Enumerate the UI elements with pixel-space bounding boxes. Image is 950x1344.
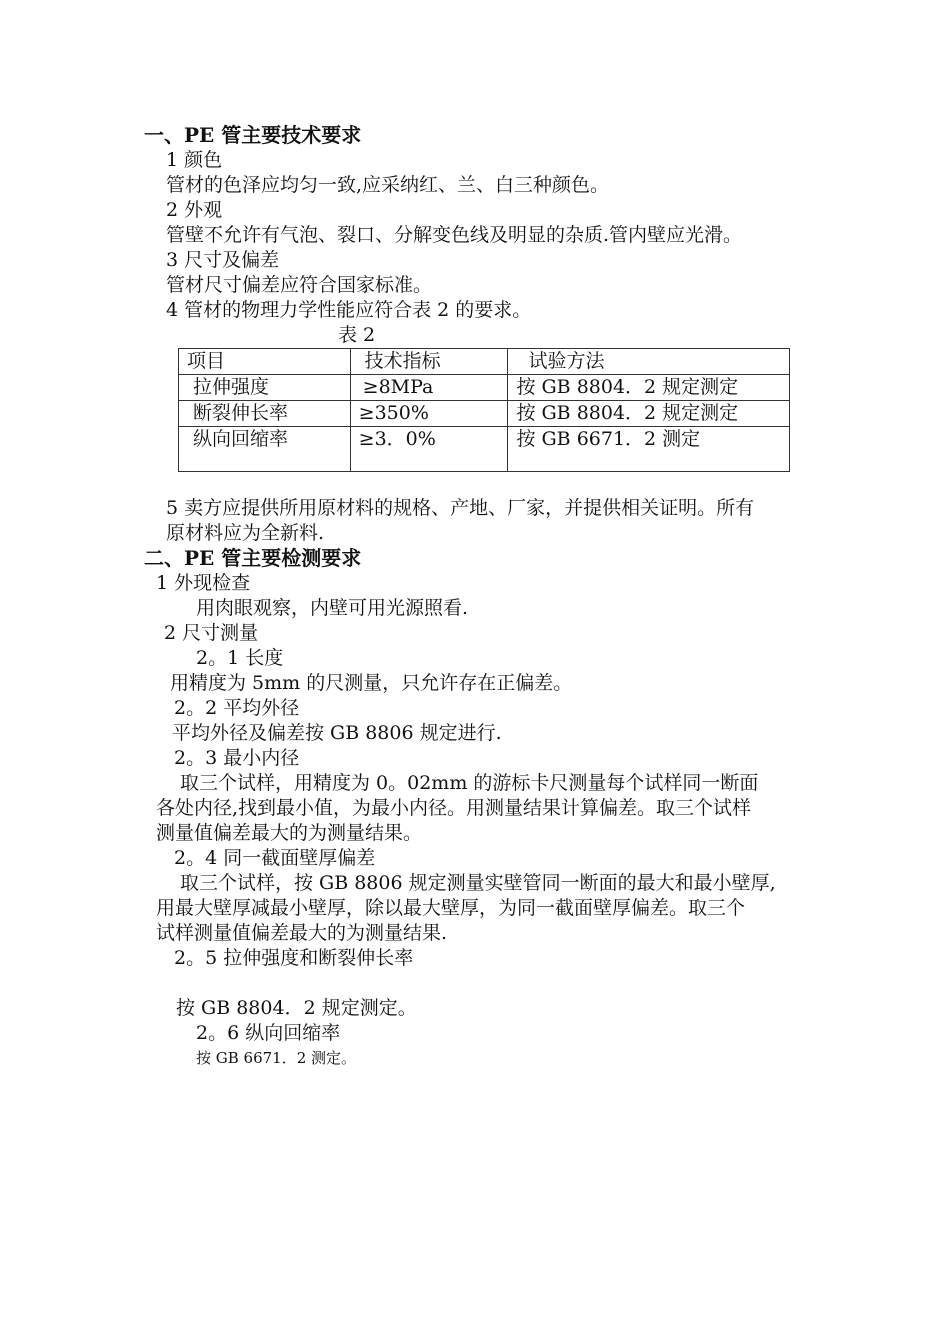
wall-thickness-title: 2。4 同一截面壁厚偏差 bbox=[174, 847, 376, 869]
materials-line-2: 原材料应为全新料. bbox=[166, 522, 325, 544]
header-spec: 技术指标 bbox=[350, 349, 508, 375]
inner-diameter-line-2: 各处内径,找到最小值，为最小内径。用测量结果计算偏差。取三个试样 bbox=[156, 797, 752, 819]
length-title: 2。1 长度 bbox=[196, 647, 284, 669]
wall-thickness-line-2: 用最大壁厚减最小壁厚，除以最大壁厚，为同一截面壁厚偏差。取三个 bbox=[156, 897, 746, 919]
cell-item: 拉伸强度 bbox=[179, 375, 351, 401]
inner-diameter-line-1: 取三个试样，用精度为 0。02mm 的游标卡尺测量每个试样同一断面 bbox=[180, 772, 759, 794]
color-title: 1 颜色 bbox=[166, 149, 223, 171]
dimension-title: 3 尺寸及偏差 bbox=[166, 249, 280, 271]
inner-diameter-line-3: 测量值偏差最大的为测量结果。 bbox=[156, 822, 423, 844]
table-caption: 表 2 bbox=[338, 324, 376, 346]
cell-method: 按 GB 8804．2 规定测定 bbox=[508, 375, 790, 401]
table-row bbox=[179, 427, 790, 472]
appearance-text: 管壁不允许有气泡、裂口、分解变色线及明显的杂质.管内壁应光滑。 bbox=[166, 224, 743, 246]
appearance-title: 2 外观 bbox=[166, 199, 223, 221]
outer-diameter-text: 平均外径及偏差按 GB 8806 规定进行. bbox=[172, 722, 502, 744]
measure-title: 2 尺寸测量 bbox=[164, 622, 259, 644]
table-row bbox=[179, 375, 790, 401]
section-1-heading: 一、PE 管主要技术要求 bbox=[144, 123, 362, 147]
cell-spec: ≥8MPa bbox=[350, 375, 508, 401]
shrinkage-title: 2。6 纵向回缩率 bbox=[196, 1022, 341, 1044]
section-2-heading: 二、PE 管主要检测要求 bbox=[144, 546, 362, 570]
mechanical-title: 4 管材的物理力学性能应符合表 2 的要求。 bbox=[166, 299, 532, 321]
wall-thickness-line-1: 取三个试样，按 GB 8806 规定测量实壁管同一断面的最大和最小壁厚, bbox=[180, 872, 776, 894]
header-item: 项目 bbox=[179, 349, 351, 375]
cell-item: 纵向回缩率 bbox=[179, 427, 351, 472]
cell-method: 按 GB 6671．2 测定 bbox=[508, 427, 790, 472]
tensile-text: 按 GB 8804．2 规定测定。 bbox=[176, 997, 417, 1019]
visual-check-title: 1 外现检查 bbox=[156, 572, 251, 594]
header-method: 试验方法 bbox=[508, 349, 790, 375]
materials-line-1: 5 卖方应提供所用原材料的规格、产地、厂家，并提供相关证明。所有 bbox=[166, 497, 755, 519]
wall-thickness-line-3: 试样测量值偏差最大的为测量结果. bbox=[156, 922, 448, 944]
cell-method: 按 GB 8804．2 规定测定 bbox=[508, 401, 790, 427]
inner-diameter-title: 2。3 最小内径 bbox=[174, 747, 300, 769]
outer-diameter-title: 2。2 平均外径 bbox=[174, 697, 300, 719]
cell-item: 断裂伸长率 bbox=[179, 401, 351, 427]
tensile-title: 2。5 拉伸强度和断裂伸长率 bbox=[174, 947, 414, 969]
visual-check-text: 用肉眼观察，内壁可用光源照看. bbox=[196, 597, 469, 619]
length-text: 用精度为 5mm 的尺测量，只允许存在正偏差。 bbox=[170, 672, 573, 694]
table-row bbox=[179, 401, 790, 427]
dimension-text: 管材尺寸偏差应符合国家标准。 bbox=[166, 274, 433, 296]
cell-spec: ≥350% bbox=[350, 401, 508, 427]
shrinkage-text: 按 GB 6671．2 测定。 bbox=[196, 1049, 357, 1067]
spec-table bbox=[178, 348, 790, 472]
cell-spec: ≥3．0% bbox=[350, 427, 508, 472]
color-text: 管材的色泽应均匀一致,应采纳红、兰、白三种颜色。 bbox=[166, 174, 610, 196]
table-header-row bbox=[179, 349, 790, 375]
